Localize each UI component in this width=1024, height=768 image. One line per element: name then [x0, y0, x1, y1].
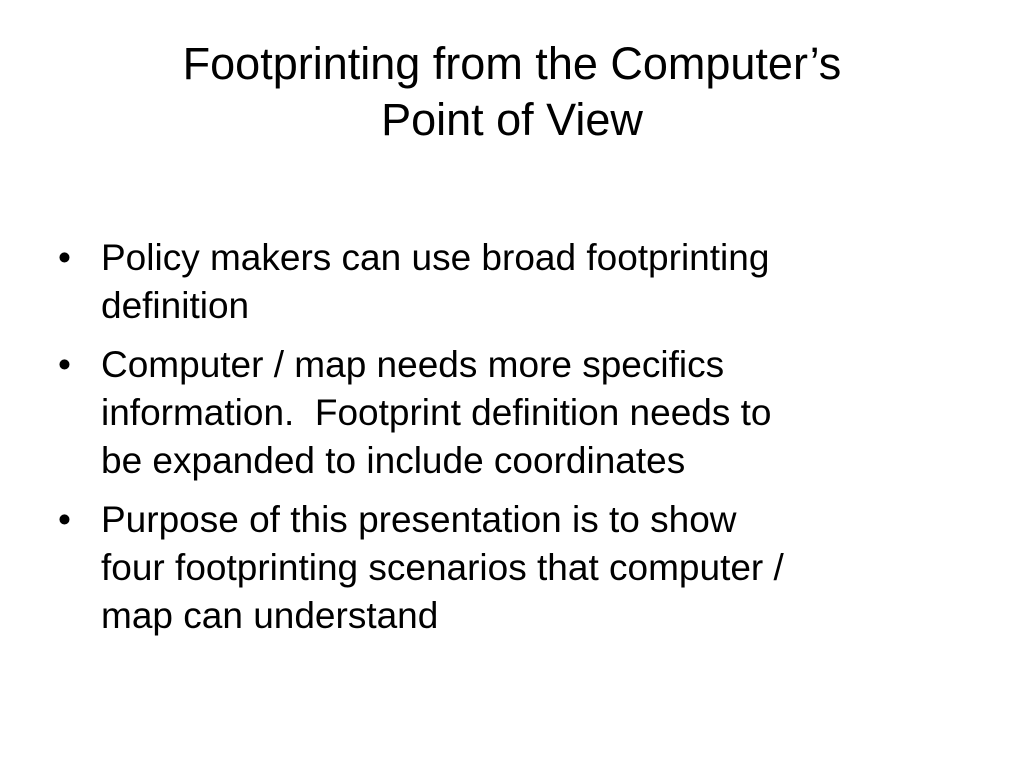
bullet-text-line: Computer / map needs more specifics — [101, 344, 725, 385]
bullet-text-line: be expanded to include coordinates — [101, 440, 686, 481]
bullet-text-line: map can understand — [101, 595, 439, 636]
bullet-text-line: information. Footprint definition needs to — [101, 392, 772, 433]
bullet-text-line: Purpose of this presentation is to show — [101, 499, 737, 540]
bullet-dot-icon: • — [58, 237, 71, 278]
bullet-list — [58, 234, 958, 651]
bullet-item-policy-makers — [58, 234, 958, 330]
bullet-text-line: definition — [101, 285, 250, 326]
slide-title — [40, 36, 984, 148]
slide-title-line-1: Footprinting from the Computer’s — [182, 38, 842, 89]
bullet-item-purpose — [58, 496, 958, 640]
bullet-item-computer-map — [58, 341, 958, 485]
bullet-text-line: Policy makers can use broad footprinting — [101, 237, 770, 278]
bullet-dot-icon: • — [58, 499, 71, 540]
bullet-text-line: four footprinting scenarios that computer / — [101, 547, 784, 588]
slide-title-line-2: Point of View — [381, 94, 643, 145]
bullet-dot-icon: • — [58, 344, 71, 385]
